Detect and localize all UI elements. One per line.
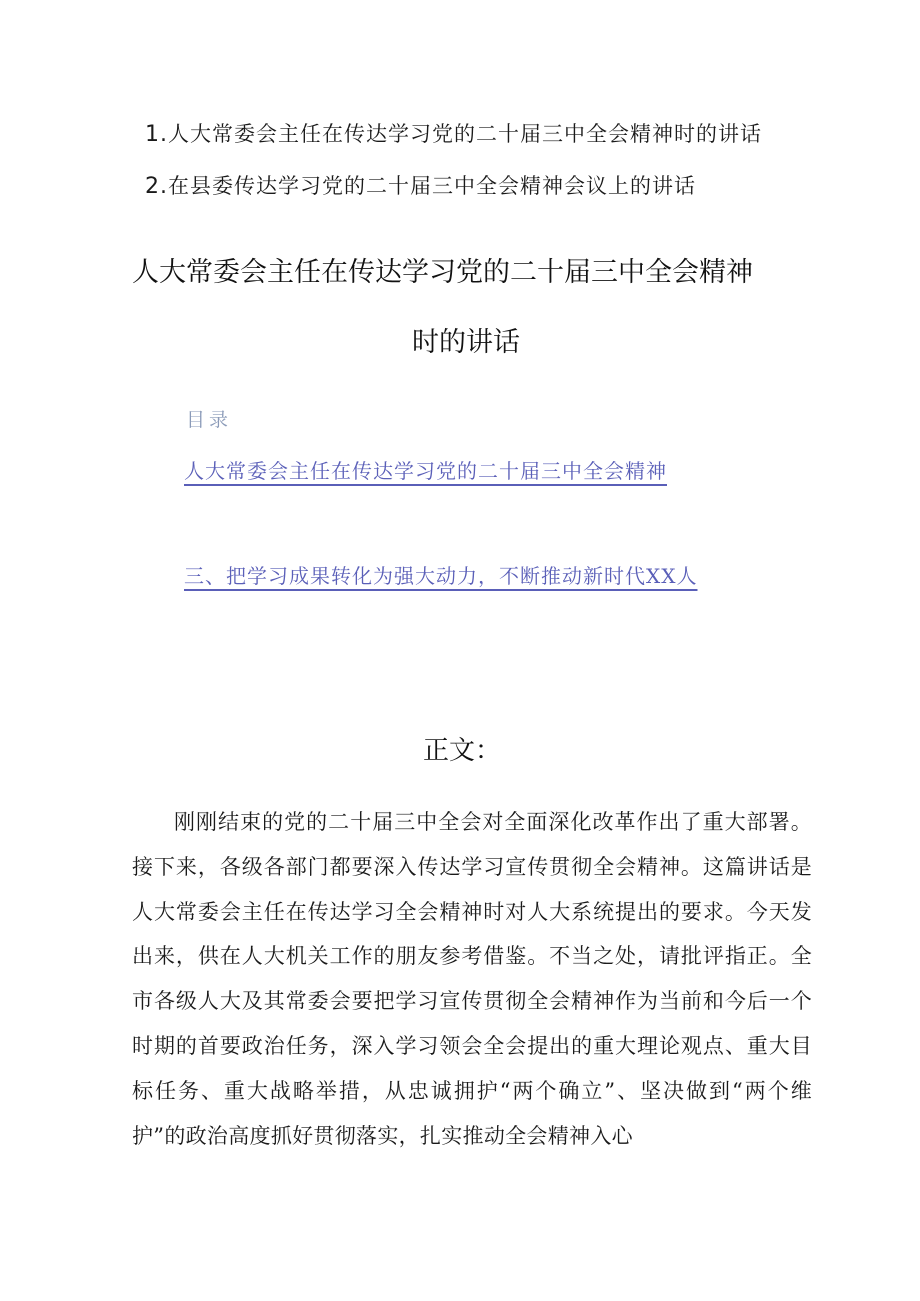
section-title: 正文：	[423, 736, 502, 766]
list-number: 1.	[145, 122, 168, 147]
contents-list-item	[145, 118, 762, 148]
toc-link-section-three[interactable]: 三、把学习成果转化为强大动力，不断推动新时代XX人	[184, 564, 698, 588]
list-number: 2.	[145, 174, 168, 199]
list-item-text: 在县委传达学习党的二十届三中全会精神会议上的讲话	[168, 174, 696, 198]
toc-link-title[interactable]: 人大常委会主任在传达学习党的二十届三中全会精神	[184, 459, 667, 483]
list-item-text: 人大常委会主任在传达学习党的二十届三中全会精神时的讲话	[168, 122, 762, 146]
document-title-line-2: 时的讲话	[412, 327, 520, 358]
document-title-line-1: 人大常委会主任在传达学习党的二十届三中全会精神	[132, 257, 753, 288]
contents-list-item	[145, 170, 696, 200]
body-paragraph: 刚刚结束的党的二十届三中全会对全面深化改革作出了重大部署。接下来，各级各部门都要深入传达学习宣传贯彻全会精神。这篇讲话是人大常委会主任在传达学习全会精神时对人大系统提出的要求。今天发出来，供在人大机关工作的朋友参考借鉴。不当之处，请批评指正。全市各级人大及其常委会要把学习宣传贯彻全会精神作为当前和今后一个时期的首要政治任务，深入学习领会全会提出的重大理论观点、重大目标任务、重大战略举措，从忠诚拥护“两个确立”、坚决做到“两个维护”的政治高度抓好贯彻落实，扎实推动全会精神入心	[132, 810, 812, 1148]
toc-label: 目录	[186, 409, 233, 431]
